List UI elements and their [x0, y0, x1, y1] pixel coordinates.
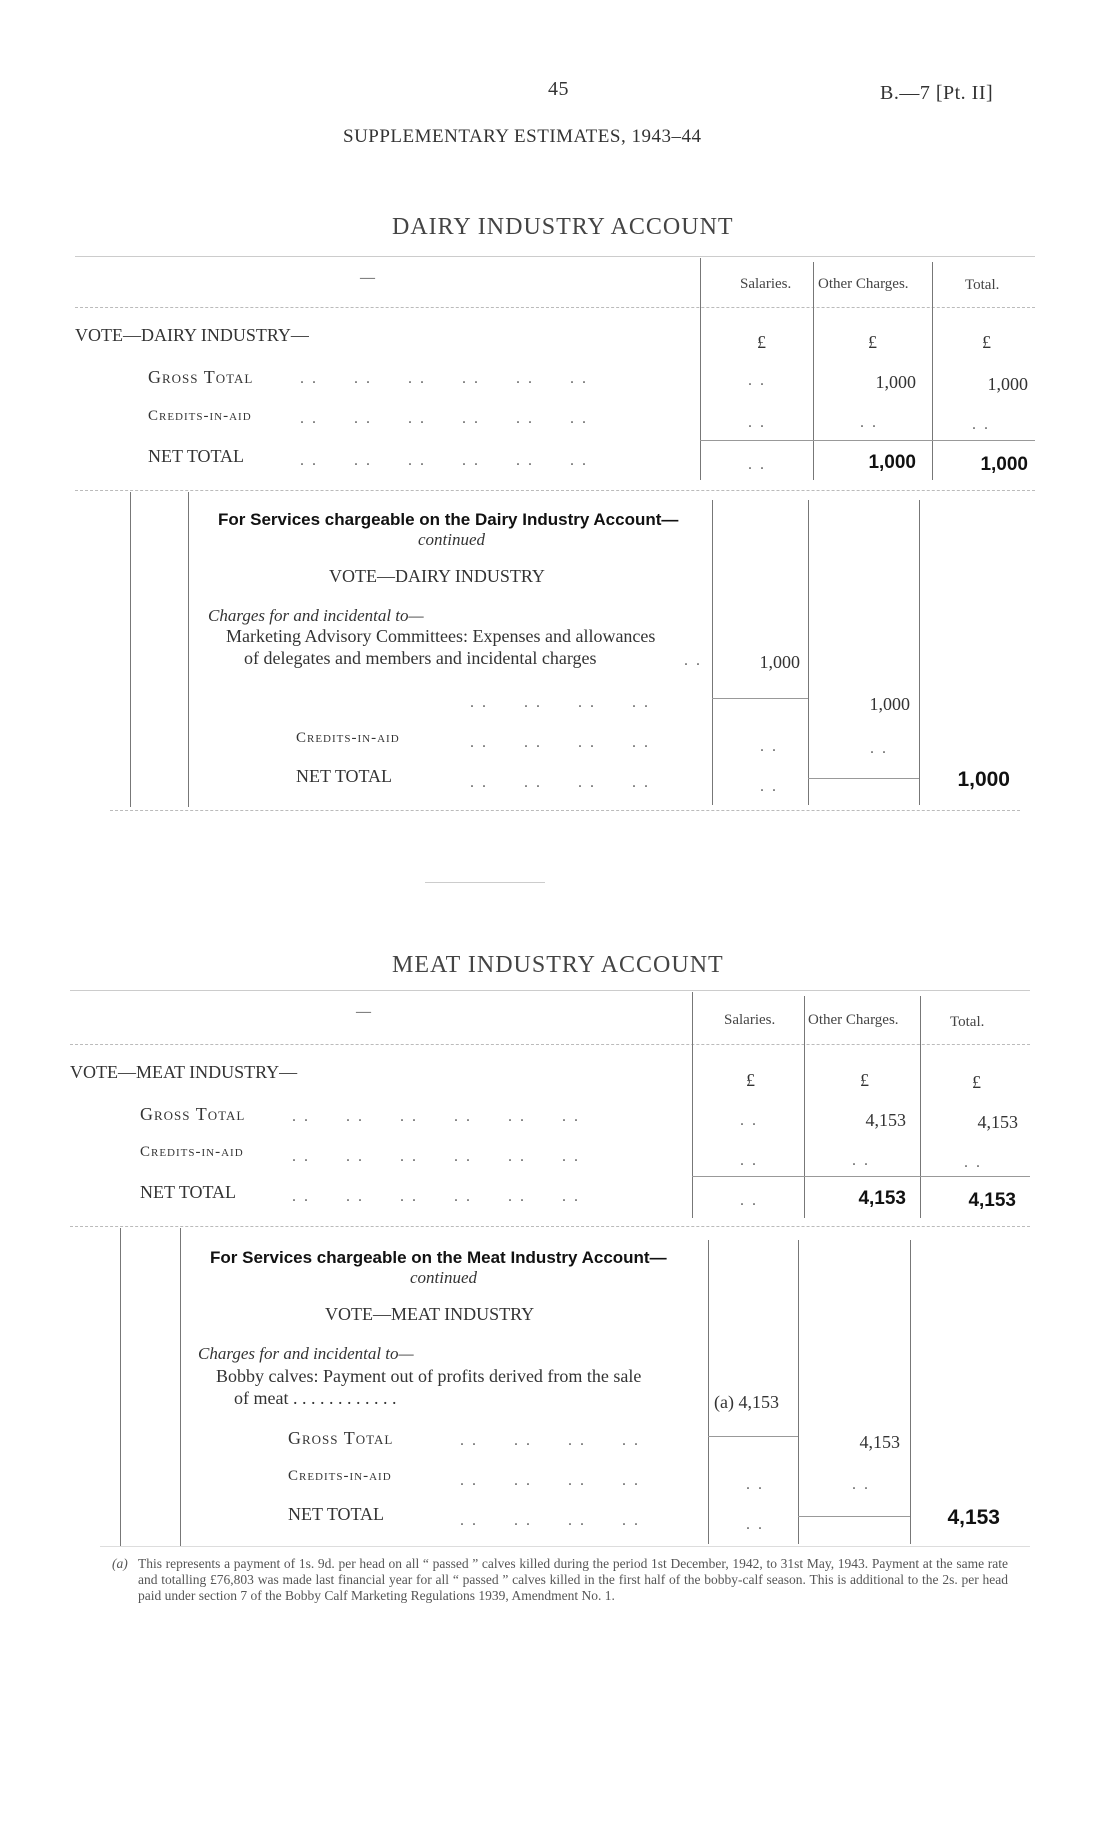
detail-divider — [919, 500, 920, 805]
leader-dots: . . — [760, 778, 778, 795]
pound-sign: £ — [982, 332, 991, 352]
net-total: 1,000 — [980, 454, 1028, 475]
leader-dots: . . — [852, 1152, 870, 1169]
detail-item-line2: of meat . . . . . . . . . . . . — [234, 1388, 397, 1408]
rule — [110, 810, 1020, 811]
footnote-marker: (a) — [112, 1556, 128, 1571]
rule — [70, 1044, 1030, 1045]
detail-gross-value: 4,153 — [859, 1432, 900, 1452]
detail-item-line2: of delegates and members and incidental charges — [244, 648, 597, 668]
gross-total-label: Gross Total — [140, 1104, 246, 1124]
col-other: Other Charges. — [818, 276, 909, 292]
leader-dots: . . . . . . . . . . . . — [292, 1188, 580, 1205]
detail-border — [180, 1228, 181, 1546]
detail-border — [120, 1228, 121, 1546]
detail-continued: continued — [418, 530, 486, 549]
pound-sign: £ — [972, 1072, 981, 1092]
vote-label: VOTE—MEAT INDUSTRY— — [70, 1062, 298, 1082]
pound-sign: £ — [757, 332, 766, 352]
detail-vote: VOTE—DAIRY INDUSTRY — [329, 566, 545, 586]
credits-label: Credits-in-aid — [140, 1144, 244, 1160]
leader-dots: . . — [760, 738, 778, 755]
leader-dots: . . — [860, 414, 878, 431]
detail-border — [188, 492, 189, 807]
gross-other: 4,153 — [865, 1110, 906, 1130]
col-other: Other Charges. — [808, 1012, 899, 1028]
col-divider — [692, 992, 693, 1218]
detail-vote: VOTE—MEAT INDUSTRY — [325, 1304, 535, 1324]
leader-dots: . . — [748, 414, 766, 431]
col-divider — [804, 996, 805, 1218]
leader-dots: . . — [684, 652, 702, 669]
rule — [100, 1546, 1030, 1547]
rule — [700, 440, 1035, 441]
detail-item-value: (a) 4,153 — [714, 1392, 779, 1412]
detail-net-label: NET TOTAL — [288, 1504, 385, 1524]
detail-net-total: 4,153 — [947, 1506, 1000, 1529]
detail-net-total: 1,000 — [957, 768, 1010, 791]
meat-title: MEAT INDUSTRY ACCOUNT — [392, 952, 724, 978]
col-divider — [932, 262, 933, 480]
dairy-title: DAIRY INDUSTRY ACCOUNT — [392, 214, 734, 240]
gross-total: 4,153 — [977, 1112, 1018, 1132]
rule — [692, 1176, 1030, 1177]
section-separator — [425, 882, 545, 883]
pound-sign: £ — [860, 1070, 869, 1090]
leader-dots: . . . . . . . . — [460, 1432, 640, 1449]
detail-gross-value: 1,000 — [869, 694, 910, 714]
detail-border — [130, 492, 131, 807]
detail-charges: Charges for and incidental to— — [208, 606, 424, 625]
rule — [798, 1516, 910, 1517]
leader-dots: . . — [746, 1516, 764, 1533]
running-title: SUPPLEMENTARY ESTIMATES, 1943–44 — [343, 126, 702, 147]
leader-dots: . . — [972, 416, 990, 433]
net-other: 1,000 — [868, 452, 916, 473]
detail-divider — [798, 1240, 799, 1544]
detail-divider — [910, 1240, 911, 1544]
gross-other: 1,000 — [875, 372, 916, 392]
leader-dots: . . — [746, 1476, 764, 1493]
leader-dots: . . . . . . . . . . . . — [300, 370, 588, 387]
detail-item-value: 1,000 — [759, 652, 800, 672]
leader-dots: . . . . . . . . — [470, 694, 650, 711]
credits-label: Credits-in-aid — [148, 408, 252, 424]
net-total-label: NET TOTAL — [148, 446, 245, 466]
rule — [712, 698, 808, 699]
col-blank: — — [360, 270, 375, 286]
leader-dots: . . — [852, 1476, 870, 1493]
leader-dots: . . — [748, 456, 766, 473]
leader-dots: . . . . . . . . . . . . — [300, 452, 588, 469]
detail-charges: Charges for and incidental to— — [198, 1344, 414, 1363]
page-reference: B.—7 [Pt. II] — [880, 82, 994, 104]
leader-dots: . . . . . . . . — [460, 1472, 640, 1489]
col-divider — [813, 262, 814, 480]
col-total: Total. — [965, 277, 1000, 293]
vote-label: VOTE—DAIRY INDUSTRY— — [75, 325, 309, 345]
leader-dots: . . — [870, 740, 888, 757]
detail-heading: For Services chargeable on the Meat Industry Account— — [210, 1248, 667, 1267]
detail-credits-label: Credits-in-aid — [296, 730, 400, 746]
leader-dots: . . — [740, 1152, 758, 1169]
detail-gross-label: Gross Total — [288, 1428, 394, 1448]
leader-dots: . . . . . . . . . . . . — [292, 1108, 580, 1125]
gross-total-label: Gross Total — [148, 367, 254, 387]
leader-dots: . . — [964, 1154, 982, 1171]
col-total: Total. — [950, 1014, 985, 1030]
rule — [70, 990, 1030, 991]
leader-dots: . . — [740, 1192, 758, 1209]
detail-net-label: NET TOTAL — [296, 766, 393, 786]
net-total: 4,153 — [968, 1190, 1016, 1211]
gross-total: 1,000 — [987, 374, 1028, 394]
rule — [708, 1436, 798, 1437]
rule — [75, 307, 1035, 308]
footnote-text: This represents a payment of 1s. 9d. per head on all “ passed ” calves killed during the period 1st December, 1942, to 31st May, 1943. Payment at the same rate and totalling £76,803 was made last financial year for all “ passed ” calves killed in the first half of the bobby-calf season. This is additional to the 2s. per head paid under section 7 of the Bobby Calf Marketing Regulations 1939, Amendment No. 1. — [138, 1556, 1008, 1603]
rule — [75, 256, 1035, 257]
leader-dots: . . — [748, 372, 766, 389]
detail-item-line1: Bobby calves: Payment out of profits derived from the sale — [216, 1366, 642, 1386]
col-salaries: Salaries. — [724, 1012, 776, 1028]
col-blank: — — [356, 1004, 371, 1020]
detail-continued: continued — [410, 1268, 478, 1287]
leader-dots: . . . . . . . . — [460, 1512, 640, 1529]
pound-sign: £ — [746, 1070, 755, 1090]
detail-credits-label: Credits-in-aid — [288, 1468, 392, 1484]
rule — [75, 490, 1035, 491]
col-divider — [700, 258, 701, 480]
rule — [808, 778, 919, 779]
page-number: 45 — [548, 78, 569, 100]
detail-heading: For Services chargeable on the Dairy Industry Account— — [218, 510, 679, 529]
leader-dots: . . — [740, 1112, 758, 1129]
col-salaries: Salaries. — [740, 276, 792, 292]
leader-dots: . . . . . . . . . . . . — [292, 1148, 580, 1165]
leader-dots: . . . . . . . . . . . . — [300, 410, 588, 427]
net-other: 4,153 — [858, 1188, 906, 1209]
leader-dots: . . . . . . . . — [470, 734, 650, 751]
detail-divider — [808, 500, 809, 805]
detail-item-line1: Marketing Advisory Committees: Expenses and allowances — [226, 626, 656, 646]
pound-sign: £ — [868, 332, 877, 352]
detail-divider — [708, 1240, 709, 1544]
net-total-label: NET TOTAL — [140, 1182, 237, 1202]
rule — [70, 1226, 1030, 1227]
leader-dots: . . . . . . . . — [470, 774, 650, 791]
col-divider — [920, 996, 921, 1218]
